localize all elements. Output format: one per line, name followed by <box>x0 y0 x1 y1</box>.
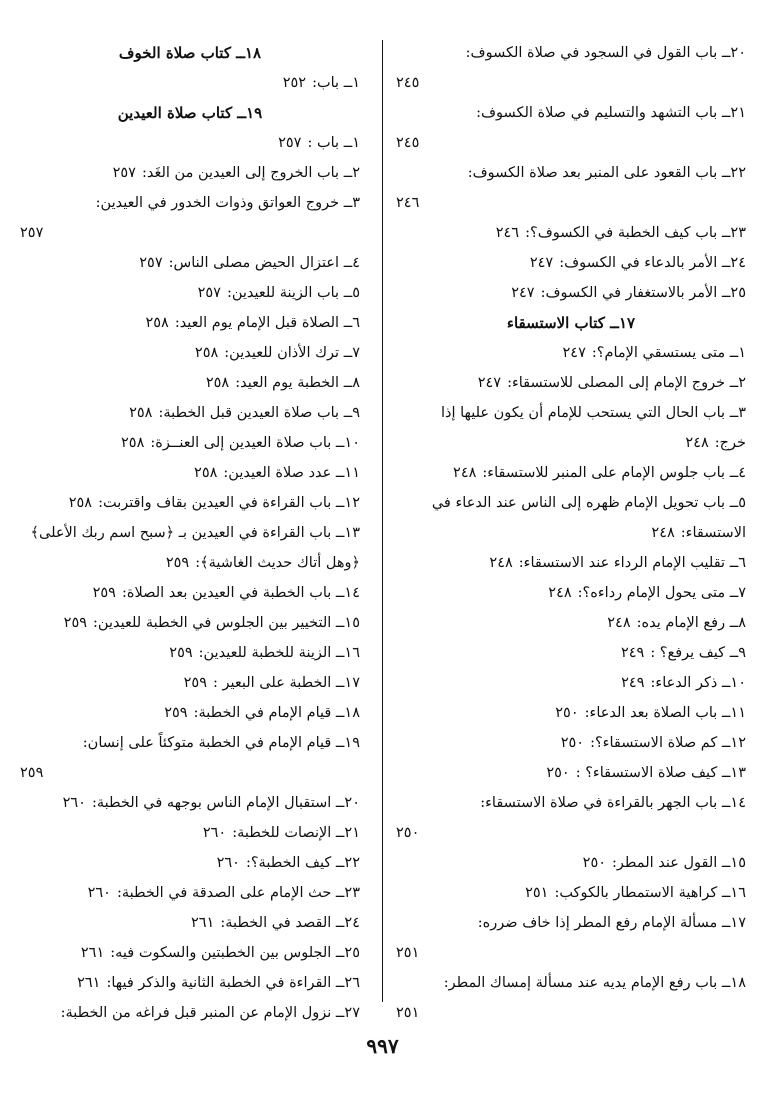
entry-page-ref: ٢٥٨ <box>194 345 219 361</box>
toc-entry <box>20 158 360 188</box>
entry-number: ١١ــ <box>721 705 746 721</box>
entry-number: ٣ــ <box>343 195 360 211</box>
entry-number: ٤ــ <box>729 465 746 481</box>
entry-title: باب الخطبة في العيدين بعد الصلاة: <box>121 585 332 601</box>
entry-number: ٢٢ــ <box>335 855 360 871</box>
toc-entry <box>396 878 746 908</box>
entry-number: ٢١ــ <box>335 825 360 841</box>
toc-column-left <box>20 38 360 1028</box>
entry-page-ref: ٢٦٠ <box>202 825 227 841</box>
entry-number: ١٢ــ <box>721 735 746 751</box>
entry-page-ref: ٢٥٠ <box>555 705 579 721</box>
entry-title: باب صلاة العيدين إلى العنــزة: <box>150 435 332 451</box>
entry-number: ٤ــ <box>343 255 360 271</box>
entry-title: نزول الإمام عن المنبر قبل فراغه من الخطبة: <box>60 1005 332 1021</box>
entry-page-ref: ٢٦١ <box>190 915 215 931</box>
toc-entry <box>396 488 746 548</box>
entry-title: الأمر بالدعاء في الكسوف: <box>559 255 718 271</box>
entry-number: ٩ــ <box>729 645 746 661</box>
entry-number: ١٩ــ <box>335 735 360 751</box>
entry-page-ref: ٢٥٨ <box>205 375 230 391</box>
entry-number: ١٠ــ <box>335 435 360 451</box>
entry-title: باب : <box>307 135 340 151</box>
entry-page-ref: ٢٥٨ <box>129 405 153 421</box>
entry-number: ٢٠ــ <box>335 795 360 811</box>
entry-number: ٢٠ــ <box>721 45 746 61</box>
entry-title: الأمر بالاستغفار في الكسوف: <box>540 285 718 301</box>
entry-number: ١٤ــ <box>721 795 746 811</box>
entry-title: باب القراءة في العيدين بقاف واقتربت: <box>98 495 332 511</box>
entry-title: القول عند المطر: <box>612 855 718 871</box>
entry-title: باب الحال التي يستحب للإمام أن يكون عليها إذا خرج: <box>440 405 746 451</box>
entry-page-ref: ٢٤٦ <box>396 195 420 211</box>
toc-entry <box>20 938 360 968</box>
toc-entry <box>20 278 360 308</box>
entry-number: ٦ــ <box>729 555 746 571</box>
toc-entry <box>396 398 746 458</box>
entry-title: القصد في الخطبة: <box>220 915 332 931</box>
section-heading: ١٨ــ كتاب صلاة الخوف <box>118 44 262 62</box>
entry-title: رفع الإمام يده: <box>636 615 726 631</box>
entry-title: القراءة في الخطبة الثانية والذكر فيها: <box>106 975 332 991</box>
entry-page-ref: ٢٥٩ <box>20 765 44 781</box>
entry-number: ٣ــ <box>729 405 746 421</box>
entry-page-ref: ٢٥٨ <box>145 315 169 331</box>
toc-entry <box>20 788 360 818</box>
entry-title: كم صلاة الاستسقاء؟: <box>590 735 718 751</box>
entry-number: ٥ــ <box>729 495 746 511</box>
entry-number: ٢٥ــ <box>721 285 746 301</box>
entry-number: ٨ــ <box>729 615 746 631</box>
toc-entry <box>396 548 746 578</box>
toc-entry <box>396 788 746 848</box>
entry-title: حث الإمام على الصدقة في الخطبة: <box>116 885 332 901</box>
toc-entry <box>20 188 360 248</box>
entry-page-ref: ٢٦١ <box>80 945 105 961</box>
entry-number: ١٣ــ <box>721 765 746 781</box>
toc-entry <box>396 578 746 608</box>
entry-page-ref: ٢٥٨ <box>194 465 218 481</box>
entry-page-ref: ٢٤٨ <box>607 615 631 631</box>
entry-title: باب التشهد والتسليم في صلاة الكسوف: <box>476 105 718 121</box>
toc-entry <box>20 668 360 698</box>
entry-number: ١ــ <box>729 345 746 361</box>
toc-entry <box>20 818 360 848</box>
toc-entry <box>20 458 360 488</box>
entry-number: ٢٢ــ <box>721 165 746 181</box>
toc-entry <box>20 68 360 98</box>
entry-page-ref: ٢٤٧ <box>562 345 586 361</box>
entry-number: ١٨ــ <box>721 975 746 991</box>
entry-number: ٢١ــ <box>721 105 746 121</box>
entry-page-ref: ٢٤٩ <box>621 675 645 691</box>
toc-entry <box>20 728 360 788</box>
entry-number: ١٦ــ <box>335 645 360 661</box>
entry-title: قيام الإمام في الخطبة متوكئاً على إنسان: <box>82 735 332 751</box>
toc-entry <box>20 488 360 518</box>
entry-number: ٥ــ <box>343 285 360 301</box>
entry-number: ١٦ــ <box>721 885 746 901</box>
entry-number: ٢٧ــ <box>335 1005 360 1021</box>
toc-entry <box>20 248 360 278</box>
entry-page-ref: ٢٤٨ <box>453 465 477 481</box>
entry-number: ١٥ــ <box>721 855 746 871</box>
entry-page-ref: ٢٥٧ <box>139 255 163 271</box>
entry-title: كيف الخطبة؟: <box>245 855 332 871</box>
entry-page-ref: ٢٥٩ <box>165 555 190 571</box>
entry-page-ref: ٢٥٠ <box>546 765 570 781</box>
entry-title: خروج الإمام إلى المصلى للاستسقاء: <box>507 375 726 391</box>
toc-entry <box>20 968 360 998</box>
entry-page-ref: ٢٥٧ <box>278 135 302 151</box>
entry-title: ترك الأذان للعيدين: <box>224 345 340 361</box>
entry-page-ref: ٢٥٩ <box>169 645 193 661</box>
entry-page-ref: ٢٥٧ <box>20 225 44 241</box>
entry-title: باب الصلاة بعد الدعاء: <box>584 705 718 721</box>
toc-entry <box>396 728 746 758</box>
entry-page-ref: ٢٥٩ <box>183 675 208 691</box>
entry-title: باب القعود على المنبر بعد صلاة الكسوف: <box>467 165 718 181</box>
entry-number: ١١ــ <box>335 465 360 481</box>
entry-title: كراهية الاستمطار بالكوكب: <box>554 885 718 901</box>
entry-page-ref: ٢٥١ <box>525 885 549 901</box>
entry-title: استقبال الإمام الناس بوجهه في الخطبة: <box>91 795 332 811</box>
toc-entry <box>20 518 360 578</box>
entry-title: باب رفع الإمام يديه عند مسألة إمساك المطر: <box>443 975 718 991</box>
entry-title: الخطبة يوم العيد: <box>235 375 340 391</box>
page-number: ٩٩٧ <box>366 1034 399 1058</box>
entry-title: الزينة للخطبة للعيدين: <box>198 645 332 661</box>
entry-page-ref: ٢٥٨ <box>121 435 145 451</box>
entry-title: اعتزال الحيض مصلى الناس: <box>168 255 340 271</box>
entry-number: ١٨ــ <box>335 705 360 721</box>
entry-title: متى يستسقي الإمام؟: <box>591 345 726 361</box>
toc-entry <box>20 998 360 1028</box>
entry-title: باب: <box>312 75 340 91</box>
toc-entry <box>396 698 746 728</box>
toc-entry <box>20 128 360 158</box>
entry-title: باب الخروج إلى العيدين من الغَد: <box>141 165 340 181</box>
entry-page-ref: ٢٥٨ <box>68 495 93 511</box>
entry-number: ٧ــ <box>343 345 360 361</box>
entry-page-ref: ٢٥٢ <box>282 75 307 91</box>
toc-entry <box>20 308 360 338</box>
entry-title: ذكر الدعاء: <box>650 675 718 691</box>
toc-entry <box>396 278 746 308</box>
toc-entry <box>20 578 360 608</box>
entry-number: ٢٥ــ <box>335 945 360 961</box>
entry-number: ٢ــ <box>343 165 360 181</box>
entry-number: ١٢ــ <box>335 495 360 511</box>
toc-entry <box>20 638 360 668</box>
entry-title: مسألة الإمام رفع المطر إذا خاف ضرره: <box>477 915 718 931</box>
entry-page-ref: ٢٥١ <box>396 1005 420 1021</box>
entry-title: باب الجهر بالقراءة في صلاة الاستسقاء: <box>480 795 718 811</box>
entry-number: ١٥ــ <box>335 615 360 631</box>
toc-entry <box>20 338 360 368</box>
entry-page-ref: ٢٦٠ <box>62 795 86 811</box>
section-heading: ١٩ــ كتاب صلاة العيدين <box>117 104 263 122</box>
toc-entry <box>396 638 746 668</box>
entry-page-ref: ٢٤٨ <box>685 435 709 451</box>
entry-page-ref: ٢٤٨ <box>651 525 675 541</box>
entry-page-ref: ٢٤٥ <box>396 75 420 91</box>
toc-column-right <box>396 38 746 1028</box>
toc-entry <box>396 668 746 698</box>
toc-entry <box>396 98 746 158</box>
toc-entry <box>396 218 746 248</box>
section-heading: ١٧ــ كتاب الاستسقاء <box>506 314 636 332</box>
entry-number: ٢٦ــ <box>335 975 360 991</box>
entry-page-ref: ٢٤٧ <box>477 375 502 391</box>
entry-title: باب الزينة للعيدين: <box>226 285 340 301</box>
toc-entry <box>396 458 746 488</box>
entry-page-ref: ٢٥٠ <box>560 735 585 751</box>
entry-page-ref: ٢٤٥ <box>396 135 420 151</box>
entry-page-ref: ٢٥١ <box>396 945 420 961</box>
entry-title: متى يحول الإمام رداءه؟: <box>577 585 726 601</box>
entry-page-ref: ٢٥٩ <box>92 585 116 601</box>
toc-entry <box>396 848 746 878</box>
entry-number: ٢٣ــ <box>335 885 360 901</box>
entry-number: ٢٣ــ <box>721 225 746 241</box>
toc-entry <box>20 428 360 458</box>
entry-number: ٩ــ <box>343 405 360 421</box>
entry-title: عدد صلاة العيدين: <box>223 465 332 481</box>
toc-entry <box>20 848 360 878</box>
toc-entry <box>396 338 746 368</box>
entry-title: خروج العواتق وذوات الخدور في العيدين: <box>95 195 340 211</box>
entry-page-ref: ٢٤٨ <box>548 585 572 601</box>
entry-number: ١٠ــ <box>721 675 746 691</box>
entry-title: قيام الإمام في الخطبة: <box>193 705 332 721</box>
column-divider <box>382 40 383 1002</box>
entry-number: ٢٤ــ <box>335 915 360 931</box>
entry-page-ref: ٢٦١ <box>77 975 101 991</box>
toc-entry <box>396 368 746 398</box>
entry-page-ref: ٢٥٠ <box>582 855 607 871</box>
entry-number: ٦ــ <box>343 315 360 331</box>
entry-title: الجلوس بين الخطبتين والسكوت فيه: <box>110 945 332 961</box>
entry-page-ref: ٢٥٩ <box>164 705 188 721</box>
entry-page-ref: ٢٤٧ <box>511 285 535 301</box>
toc-entry <box>396 158 746 218</box>
entry-page-ref: ٢٤٩ <box>620 645 645 661</box>
toc-entry <box>20 908 360 938</box>
toc-entry <box>396 608 746 638</box>
entry-title: باب القول في السجود في صلاة الكسوف: <box>465 45 718 61</box>
toc-entry <box>20 398 360 428</box>
toc-entry <box>396 758 746 788</box>
toc-entry <box>396 248 746 278</box>
toc-entry <box>20 368 360 398</box>
entry-title: الإنصات للخطبة: <box>232 825 332 841</box>
entry-page-ref: ٢٥٧ <box>112 165 136 181</box>
entry-title: الصلاة قبل الإمام يوم العيد: <box>174 315 340 331</box>
entry-page-ref: ٢٤٦ <box>495 225 520 241</box>
toc-entry <box>396 968 746 1028</box>
entry-number: ١٣ــ <box>335 525 360 541</box>
toc-entry <box>396 38 746 98</box>
entry-page-ref: ٢٤٧ <box>529 255 554 271</box>
entry-number: ١٤ــ <box>335 585 360 601</box>
entry-title: كيف صلاة الاستسقاء؟ : <box>575 765 718 781</box>
entry-title: التخيير بين الجلوس في الخطبة للعيدين: <box>93 615 332 631</box>
entry-number: ١٧ــ <box>721 915 746 931</box>
entry-page-ref: ٢٤٨ <box>489 555 513 571</box>
entry-title: الخطبة على البعير : <box>213 675 332 691</box>
entry-title: تقليب الإمام الرداء عند الاستسقاء: <box>518 555 726 571</box>
entry-title: باب صلاة العيدين قبل الخطبة: <box>158 405 340 421</box>
entry-number: ٢٤ــ <box>721 255 746 271</box>
entry-title: باب كيف الخطبة في الكسوف؟: <box>525 225 718 241</box>
entry-title: باب القراءة في العيدين بـ ﴿سبح اسم ربك الأعلى﴾ ﴿وهل أتاك حديث الغاشية﴾: <box>30 525 360 571</box>
entry-page-ref: ٢٥٧ <box>197 285 221 301</box>
entry-number: ١ــ <box>343 75 360 91</box>
entry-title: باب تحويل الإمام ظهره إلى الناس عند الدعاء في الاستسقاء: <box>431 495 746 541</box>
entry-number: ٢ــ <box>729 375 746 391</box>
entry-number: ٨ــ <box>343 375 360 391</box>
entry-page-ref: ٢٥٠ <box>396 825 420 841</box>
entry-page-ref: ٢٦٠ <box>87 885 111 901</box>
entry-number: ١ــ <box>343 135 360 151</box>
entry-title: كيف يرفع؟ : <box>650 645 726 661</box>
entry-page-ref: ٢٦٠ <box>216 855 240 871</box>
entry-title: باب جلوس الإمام على المنبر للاستسقاء: <box>482 465 726 481</box>
toc-entry <box>20 698 360 728</box>
toc-entry <box>20 608 360 638</box>
toc-entry <box>20 878 360 908</box>
toc-entry <box>396 908 746 968</box>
entry-page-ref: ٢٥٩ <box>63 615 88 631</box>
entry-number: ١٧ــ <box>335 675 360 691</box>
entry-number: ٧ــ <box>729 585 746 601</box>
